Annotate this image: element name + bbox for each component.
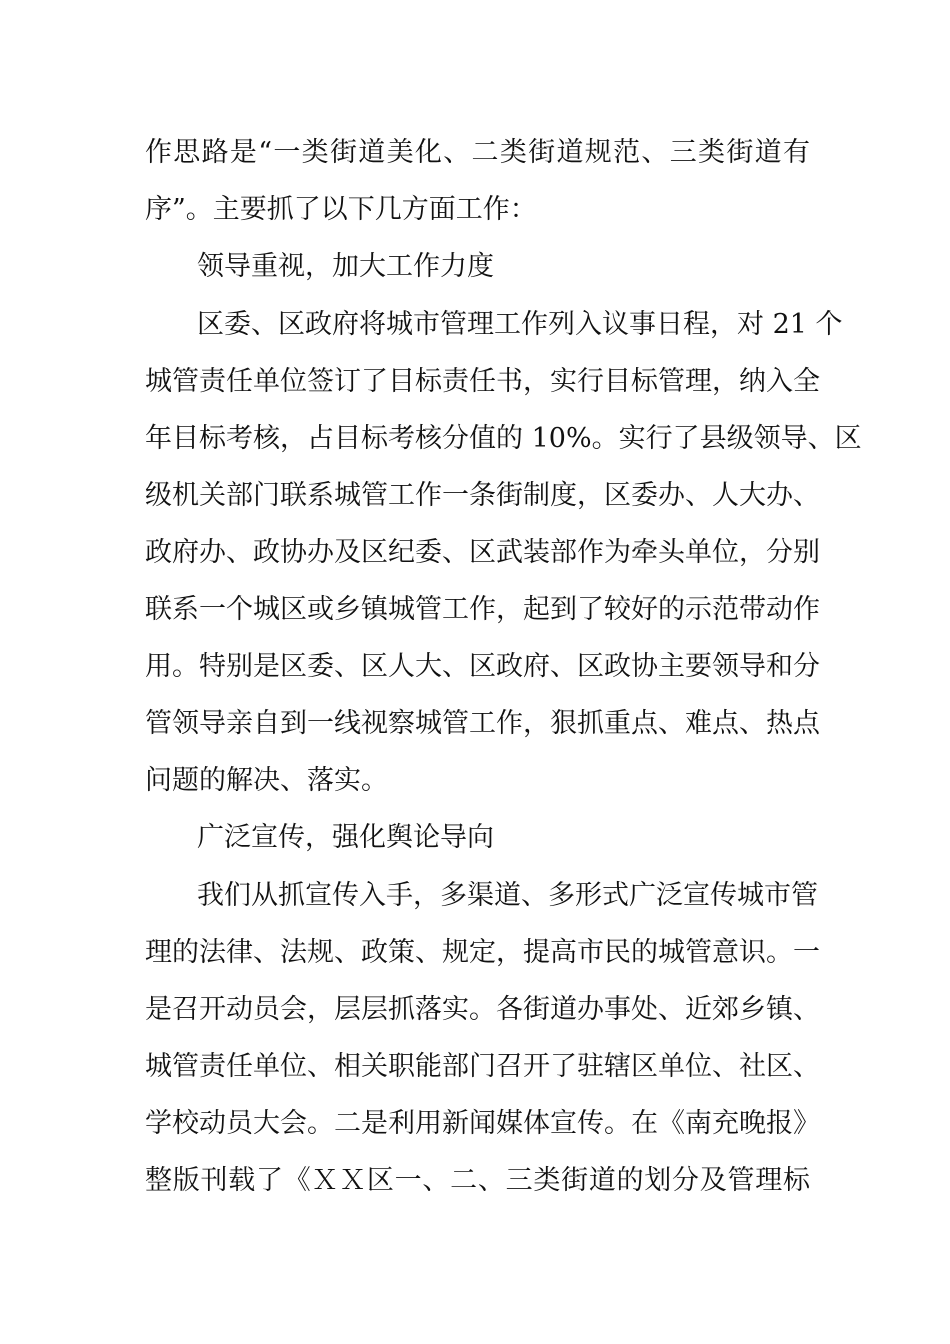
paragraph-line: 用。特别是区委、区人大、区政府、区政协主要领导和分 (145, 651, 820, 682)
paragraph-line: 联系一个城区或乡镇城管工作，起到了较好的示范带动作 (145, 594, 820, 625)
paragraph-line: 作思路是“一类街道美化、二类街道规范、三类街道有 (145, 137, 810, 168)
section-heading: 广泛宣传，强化舆论导向 (197, 822, 494, 853)
paragraph-line: 问题的解决、落实。 (145, 765, 388, 796)
paragraph-line: 城管责任单位、相关职能部门召开了驻辖区单位、社区、 (145, 1051, 820, 1082)
paragraph-line: 政府办、政协办及区纪委、区武装部作为牵头单位，分别 (145, 537, 820, 568)
paragraph-line: 年目标考核，占目标考核分值的 10%。实行了县级领导、区 (145, 423, 862, 454)
paragraph-line: 学校动员大会。二是利用新闻媒体宣传。在《南充晚报》 (145, 1108, 820, 1139)
paragraph-line: 理的法律、法规、政策、规定，提高市民的城管意识。一 (145, 937, 820, 968)
paragraph-line: 级机关部门联系城管工作一条街制度，区委办、人大办、 (145, 480, 820, 511)
paragraph-line: 城管责任单位签订了目标责任书，实行目标管理，纳入全 (145, 366, 820, 397)
paragraph-line: 区委、区政府将城市管理工作列入议事日程，对 21 个 (197, 309, 843, 340)
paragraph-line: 是召开动员会，层层抓落实。各街道办事处、近郊乡镇、 (145, 994, 820, 1025)
paragraph-line: 整版刊载了《ＸＸ区一、二、三类街道的划分及管理标 (145, 1165, 810, 1196)
paragraph-line: 管领导亲自到一线视察城管工作，狠抓重点、难点、热点 (145, 708, 820, 739)
paragraph-line: 我们从抓宣传入手，多渠道、多形式广泛宣传城市管 (197, 880, 818, 911)
paragraph-line: 序”。主要抓了以下几方面工作： (145, 194, 537, 225)
section-heading: 领导重视，加大工作力度 (197, 251, 494, 282)
